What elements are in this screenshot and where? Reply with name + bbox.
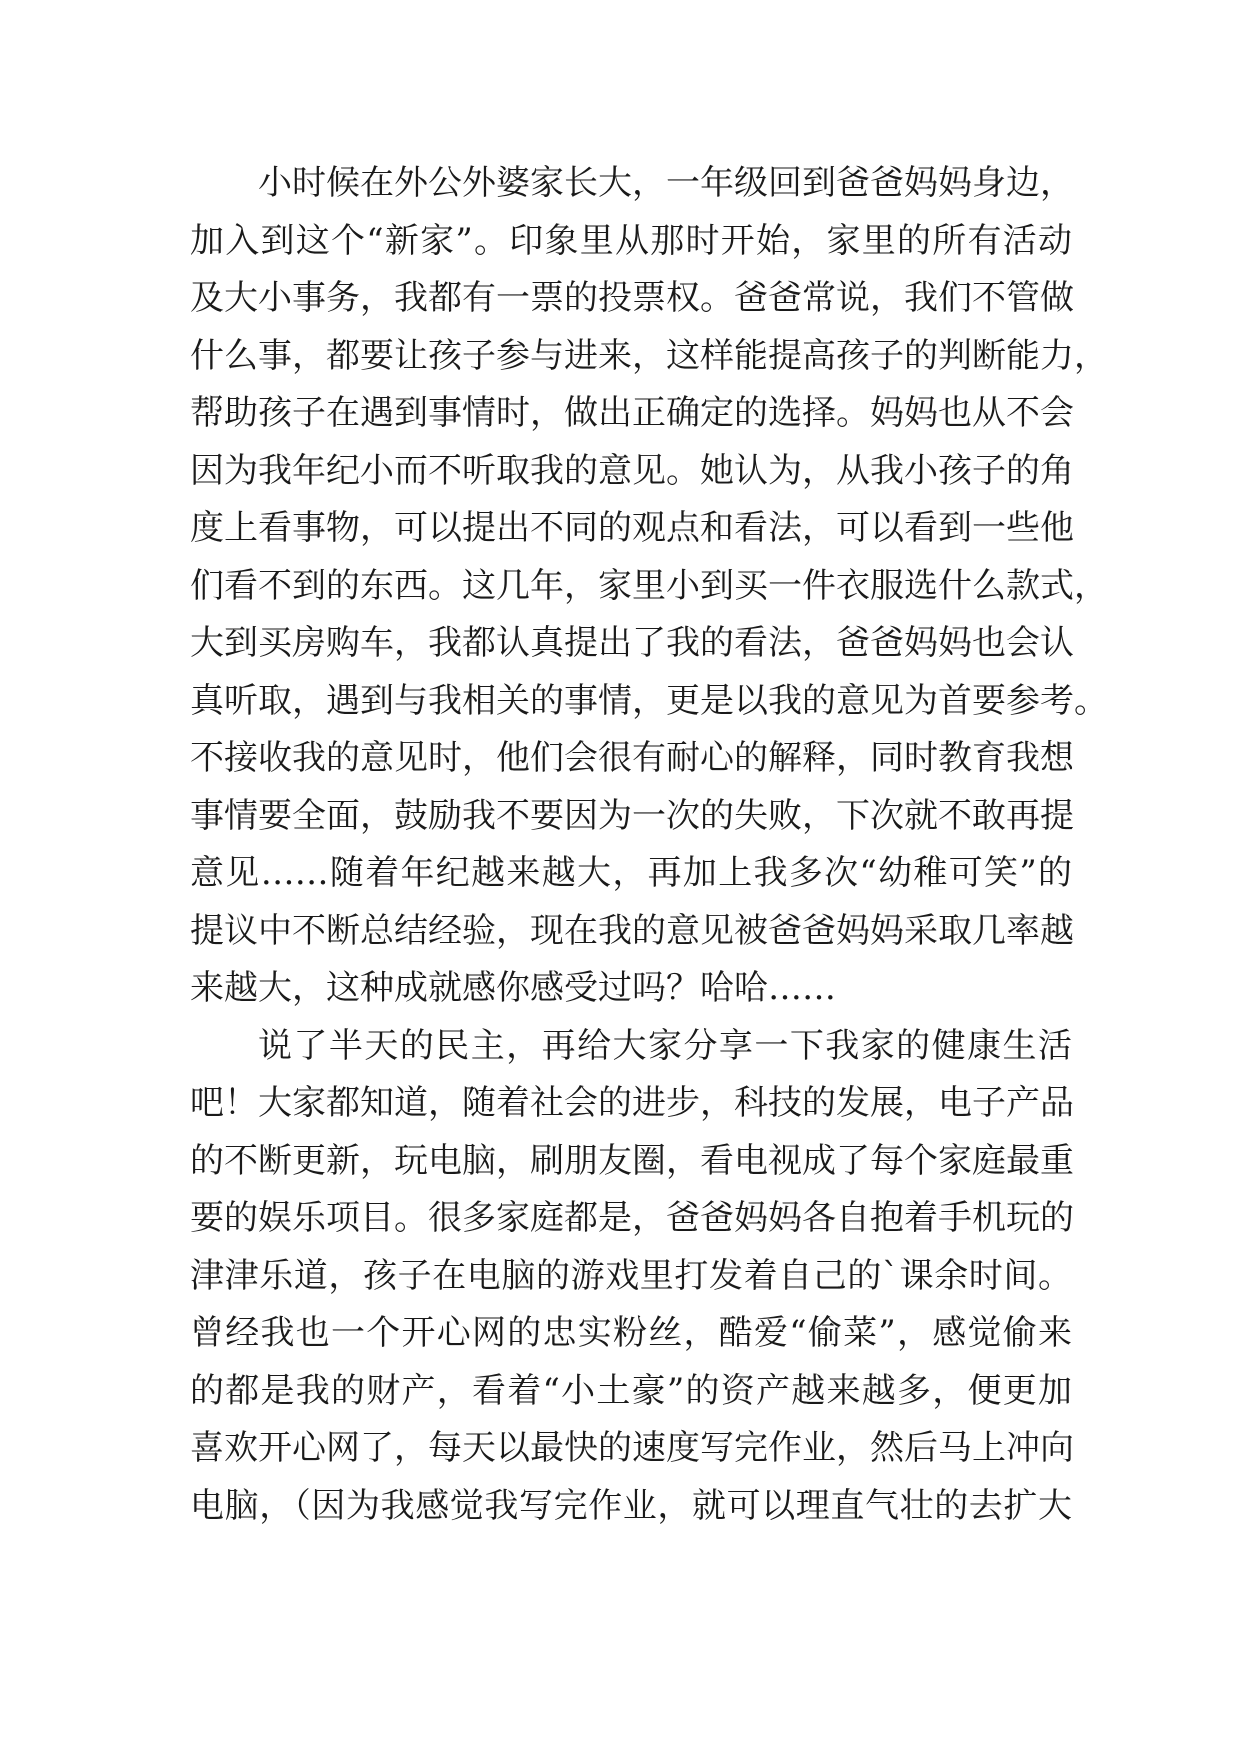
text-line: 什么事，都要让孩子参与进来，这样能提高孩子的判断能力， <box>190 335 1108 376</box>
paragraph-1 <box>190 155 1108 1018</box>
paragraph-2 <box>190 1018 1072 1536</box>
text-line: 事情要全面，鼓励我不要因为一次的失败，下次就不敢再提 <box>190 795 1074 836</box>
text-line: 电脑，（因为我感觉我写完作业，就可以理直气壮的去扩大 <box>190 1485 1072 1526</box>
text-line: 的都是我的财产，看着“小土豪”的资产越来越多，便更加 <box>190 1370 1072 1411</box>
document-body <box>190 155 1108 1535</box>
text-line: 因为我年纪小而不听取我的意见。她认为，从我小孩子的角 <box>190 450 1074 491</box>
text-line: 度上看事物，可以提出不同的观点和看法，可以看到一些他 <box>190 508 1074 548</box>
text-line: 来越大，这种成就感你感受过吗？哈哈…… <box>190 968 836 1008</box>
text-line: 不接收我的意见时，他们会很有耐心的解释，同时教育我想 <box>190 738 1074 778</box>
text-line: 大到买房购车，我都认真提出了我的看法，爸爸妈妈也会认 <box>190 623 1074 663</box>
text-line: 真听取，遇到与我相关的事情，更是以我的意见为首要参考。 <box>190 680 1108 721</box>
text-line: 加入到这个“新家”。印象里从那时开始，家里的所有活动 <box>190 220 1072 261</box>
text-line: 的不断更新，玩电脑，刷朋友圈，看电视成了每个家庭最重 <box>190 1140 1074 1181</box>
text-line: 津津乐道，孩子在电脑的游戏里打发着自己的`课余时间。 <box>190 1255 1072 1296</box>
text-line: 吧！大家都知道，随着社会的进步，科技的发展，电子产品 <box>190 1083 1074 1123</box>
text-line: 小时候在外公外婆家长大，一年级回到爸爸妈妈身边， <box>258 163 1074 203</box>
text-line: 帮助孩子在遇到事情时，做出正确定的选择。妈妈也从不会 <box>190 393 1074 433</box>
text-line: 曾经我也一个开心网的忠实粉丝，酷爱“偷菜”，感觉偷来 <box>190 1313 1072 1353</box>
text-line: 说了半天的民主，再给大家分享一下我家的健康生活 <box>258 1025 1072 1066</box>
text-line: 意见……随着年纪越来越大，再加上我多次“幼稚可笑”的 <box>190 853 1072 893</box>
text-line: 们看不到的东西。这几年，家里小到买一件衣服选什么款式， <box>190 565 1108 606</box>
text-line: 喜欢开心网了，每天以最快的速度写完作业，然后马上冲向 <box>190 1428 1074 1468</box>
text-line: 及大小事务，我都有一票的投票权。爸爸常说，我们不管做 <box>190 278 1074 318</box>
text-line: 要的娱乐项目。很多家庭都是，爸爸妈妈各自抱着手机玩的 <box>190 1198 1074 1238</box>
text-line: 提议中不断总结经验，现在我的意见被爸爸妈妈采取几率越 <box>190 910 1074 951</box>
